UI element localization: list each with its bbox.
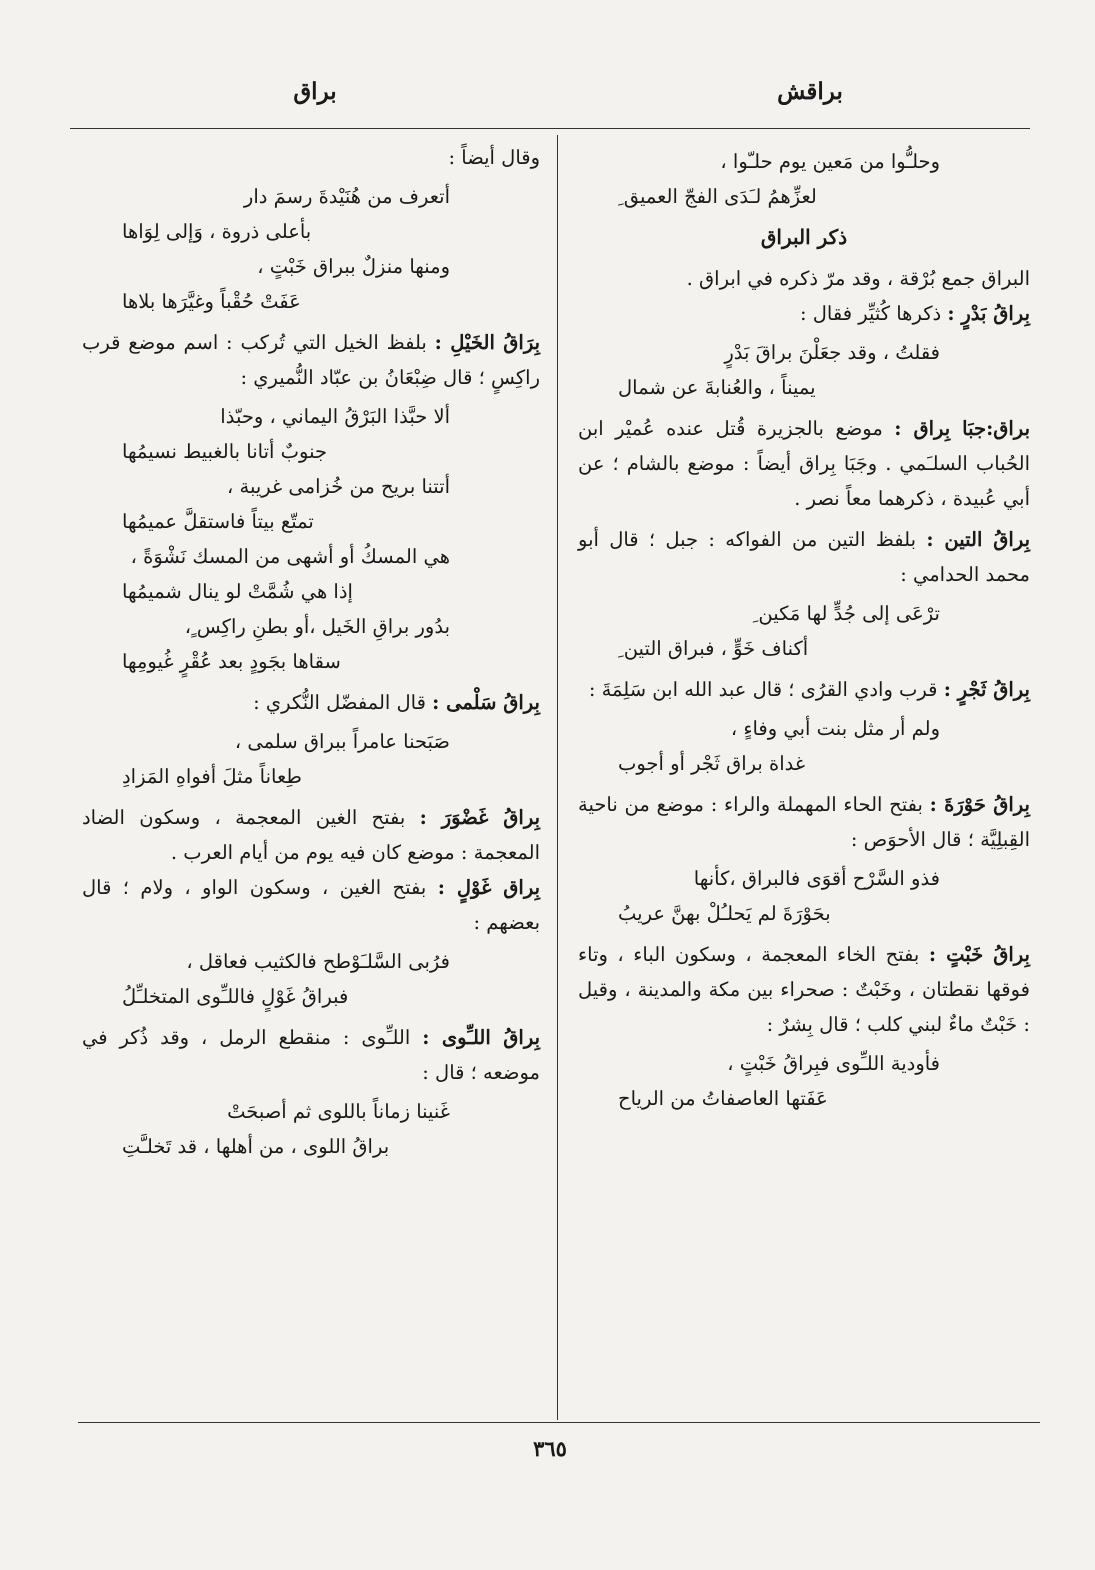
entry-text: بفتح الغين ، وسكون الواو ، ولام ؛ قال بعضهم : <box>82 876 540 934</box>
verse-line: طِعاناً مثلَ أفواهِ المَزادِ <box>122 765 302 788</box>
verse-line: هي المسكُ أو أشهى من المسك نَشْوَةً ، <box>130 545 450 568</box>
entry-headword: براق:جبَا بِراق : <box>894 417 1030 440</box>
verse-line: جنوبٌ أتانا بالغبيط نسيمُها <box>122 440 328 463</box>
right-column <box>578 140 1030 1122</box>
verse <box>82 724 540 794</box>
verse <box>82 399 540 679</box>
entry-headword: بِراقُ سَلْمى : <box>432 691 540 714</box>
verse-line: فأودية اللـِّوى فبِراقُ خَبْتٍ ، <box>727 1052 940 1075</box>
verse-line: صَبَحنا عامراً ببراق سلمى ، <box>234 730 450 753</box>
entry-text: قرب وادي القرُى ؛ قال عبد الله ابن سَلِمَةَ : <box>588 678 938 701</box>
verse-line: عَفَتها العاصفاتُ من الرياح <box>618 1087 828 1110</box>
running-header-right: براقش <box>777 78 843 105</box>
verse-line: سقاها بجَودٍ بعد عُقْرٍ غُيومِها <box>122 650 341 673</box>
entry-headword: بِراقُ التين : <box>926 528 1031 551</box>
verse-line: إذا هي شُمَّتْ لو ينال شميمُها <box>122 580 353 603</box>
verse-line: أتتنا بريح من خُزامى غريبة ، <box>227 475 450 498</box>
entry <box>578 937 1030 1042</box>
verse-line: عَفَتْ حُقْباً وغيَّرَها بلاها <box>122 290 301 313</box>
entry-headword: بِراقُ بَدْرٍ : <box>947 302 1030 325</box>
verse-line: ومنها منزلٌ ببراق خَبْتٍ ، <box>257 255 450 278</box>
entry-text: قال المفضّل النُّكري : <box>253 691 426 714</box>
entry-headword: بِراقُ غَضْوَرَ : <box>419 806 541 829</box>
verse-line: فرُبى السَّلـَوْطح فالكثيب فعاقل ، <box>186 950 450 973</box>
entry-headword: بِراقُ ثَجْرٍ : <box>943 678 1030 701</box>
entry-headword: بِراقُ حَوْرَةَ : <box>929 793 1030 816</box>
verse <box>578 861 1030 931</box>
verse-line: غداة براق ثَجْر أو أجوب <box>618 752 806 775</box>
entry-text: بفتح الحاء المهملة والراء : موضع من ناحية القِبلِيَّة ؛ قال الأحوَص : <box>578 793 1030 851</box>
entry-text: بلفظ التين من الفواكه : جبل ؛ قال أبو محمد الحدامي : <box>578 528 1030 586</box>
verse-line: بأعلى ذروة ، وَإلى لِوَاها <box>122 220 312 243</box>
entry-text: بفتح الخاء المعجمة ، وسكون الباء ، وتاء فوقها نقطتان ، وخَبْتٌ : صحراء بين مكة والمدينة ، وقيل : خَبْتٌ ماءٌ لبني كلب ؛ قال بِشرٌ : <box>578 943 1030 1036</box>
entry-text: اللـِّوى : منقطع الرمل ، وقد ذُكر في موضعه ؛ قال : <box>82 1026 540 1084</box>
verse-line: أتعرف من هُنَيْدةَ رسمَ دار <box>243 185 450 208</box>
verse <box>82 944 540 1014</box>
entry <box>578 296 1030 331</box>
entry-text: موضع بالجزيرة قُتل عنده عُميْر ابن الحُباب السلـَمي . وجَبَا بِراق أيضاً : موضع بالشام ؛ عن أبي عُبيدة ، ذكرهما معاً نصر . <box>578 417 1030 510</box>
verse-line: وحلـُّوا من مَعين يوم حلـّوا ، <box>720 150 940 173</box>
section-heading: ذكر البراق <box>760 225 848 249</box>
verse-line: بدُور براقِ الخَيل ،أو بطنِ راكِس ٍ، <box>184 615 450 638</box>
entry-text: بفتح الغين المعجمة ، وسكون الضاد المعجمة : موضع كان فيه يوم من أيام العرب . <box>82 806 540 864</box>
verse-line: فبراقُ غَوْلٍ فاللـِّوى المتخلـِّلُ <box>122 985 349 1008</box>
entry <box>578 411 1030 516</box>
entry <box>82 685 540 720</box>
verse-line: فذو السَّرْح أقوَى فالبراق ،كأنها <box>693 867 940 890</box>
page-number: ٣٦٥ <box>533 1436 567 1461</box>
intro-text: البراق جمع بُرْقة ، وقد مرّ ذكره في ابراق . <box>686 267 1030 290</box>
entry-text: ذكرها كُثيِّر فقال : <box>799 302 942 325</box>
footer-rule <box>78 1422 1040 1423</box>
verse-line: براقُ اللوى ، من أهلها ، قد تَخلـَّتِ <box>122 1135 390 1158</box>
intro-text: وقال أيضاً : <box>448 146 540 169</box>
verse-line: ترْعَى إلى جُدٍّ لها مَكين ِ <box>752 602 940 625</box>
verse-line: لعزِّهمُ لـَدَى الفجّ العميق ِ <box>618 185 817 208</box>
header-rule <box>70 128 1030 129</box>
verse <box>578 596 1030 666</box>
verse-line: ولم أر مثل بنت أبي وفاءٍ ، <box>730 717 940 740</box>
entry <box>578 522 1030 592</box>
entry-headword: بِرَاقُ الخَيْلِ : <box>434 331 541 354</box>
verse-line: ألا حبَّذا البَرْقُ اليماني ، وحبّذا <box>220 405 450 428</box>
verse-line: تمتّع بيتاً فاستقلَّ عميمُها <box>122 510 314 533</box>
entry <box>82 1020 540 1090</box>
entry <box>82 325 540 395</box>
verse <box>578 711 1030 781</box>
verse <box>578 144 1030 214</box>
left-column <box>82 140 540 1170</box>
entry-text: بلفظ الخيل التي تُركب : اسم موضع قرب راكِسٍ ؛ قال ضِبْعَانُ بن عبّاد النُّميري : <box>82 331 540 389</box>
verse <box>82 1094 540 1164</box>
verse-line: غَنينا زماناً باللوى ثم أصبحَتْ <box>227 1100 450 1123</box>
entry <box>82 870 540 940</box>
verse <box>82 179 540 319</box>
entry <box>578 672 1030 707</box>
entry-headword: بِراقُ اللـِّوى : <box>422 1026 541 1049</box>
entry <box>82 800 540 870</box>
column-divider <box>557 135 558 1420</box>
verse-line: أكناف خَوٍّ ، فبراق التين ِ <box>618 637 809 660</box>
entry-headword: بِراقُ خَبْتٍ : <box>928 943 1030 966</box>
verse <box>578 1046 1030 1116</box>
running-header-left: براق <box>293 78 337 105</box>
verse-line: بحَوْرَةَ لم يَحلـُلْ بهنَّ عريبُ <box>618 902 831 925</box>
verse-line: يميناً ، والعُنابةَ عن شمال <box>618 376 816 399</box>
entry-headword: بِراق غَوْلٍ : <box>437 876 541 899</box>
verse-line: فقلتُ ، وقد جعَلْنَ براقَ بَدْرٍ <box>724 341 940 364</box>
entry <box>578 787 1030 857</box>
verse <box>578 335 1030 405</box>
